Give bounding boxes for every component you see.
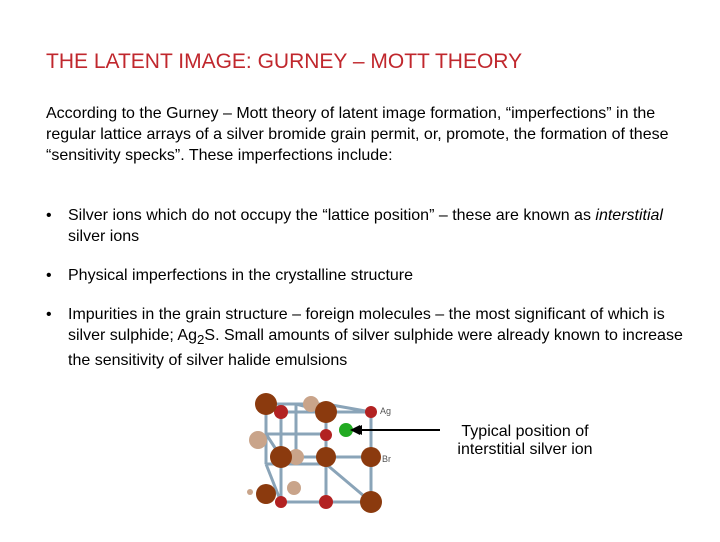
callout-label: Typical position of interstitial silver ion bbox=[457, 423, 593, 458]
crystal-lattice-figure bbox=[236, 382, 416, 542]
silver-ion bbox=[360, 491, 382, 513]
silver-ion bbox=[361, 447, 381, 467]
bullet-list bbox=[46, 205, 696, 371]
callout-arrow bbox=[350, 420, 440, 440]
bullet-text: Physical imperfections in the crystalline structure bbox=[68, 267, 414, 284]
bullet-item-physical bbox=[46, 265, 696, 286]
bromide-ion bbox=[319, 495, 333, 509]
bullet-marker: • bbox=[46, 306, 52, 323]
subscript: 2 bbox=[196, 332, 205, 348]
bullet-item-impurities bbox=[46, 304, 696, 371]
bromide-ion bbox=[365, 406, 377, 418]
label-ag: Ag bbox=[380, 406, 392, 416]
silver-ion bbox=[270, 446, 292, 468]
bullet-text: Silver ions which do not occupy the “lattice position” – these are known as bbox=[68, 207, 596, 224]
bromide-ion bbox=[249, 431, 267, 449]
bromide-ion bbox=[320, 429, 332, 441]
bromide-ion bbox=[247, 489, 253, 495]
slide-title: THE LATENT IMAGE: GURNEY – MOTT THEORY bbox=[46, 50, 523, 73]
silver-ion bbox=[316, 447, 336, 467]
bullet-marker: • bbox=[46, 207, 52, 224]
silver-ion bbox=[315, 401, 337, 423]
bullet-marker: • bbox=[46, 267, 52, 284]
bullet-text: S. Small amounts of silver sulphide were already known to increase the sensitivity of silver halide emulsions bbox=[68, 327, 683, 370]
bromide-ion bbox=[275, 496, 287, 508]
intro-paragraph: According to the Gurney – Mott theory of latent image formation, “imperfections” in the regular lattice arrays of a silver bromide grain permit, or, promote, the formation of these “sensitivity specks”. These imperfections include: bbox=[46, 105, 669, 164]
silver-ion bbox=[256, 484, 276, 504]
bullet-emphasis: interstitial bbox=[595, 207, 663, 224]
bullet-text: Impurities in the grain structure – foreign molecules – the most significant of which is silver sulphide; Ag bbox=[68, 306, 665, 344]
bromide-ion bbox=[287, 481, 301, 495]
silver-ion bbox=[255, 393, 277, 415]
label-br: Br bbox=[382, 454, 391, 464]
bullet-item-interstitial bbox=[46, 205, 696, 247]
bullet-text: silver ions bbox=[68, 228, 140, 245]
